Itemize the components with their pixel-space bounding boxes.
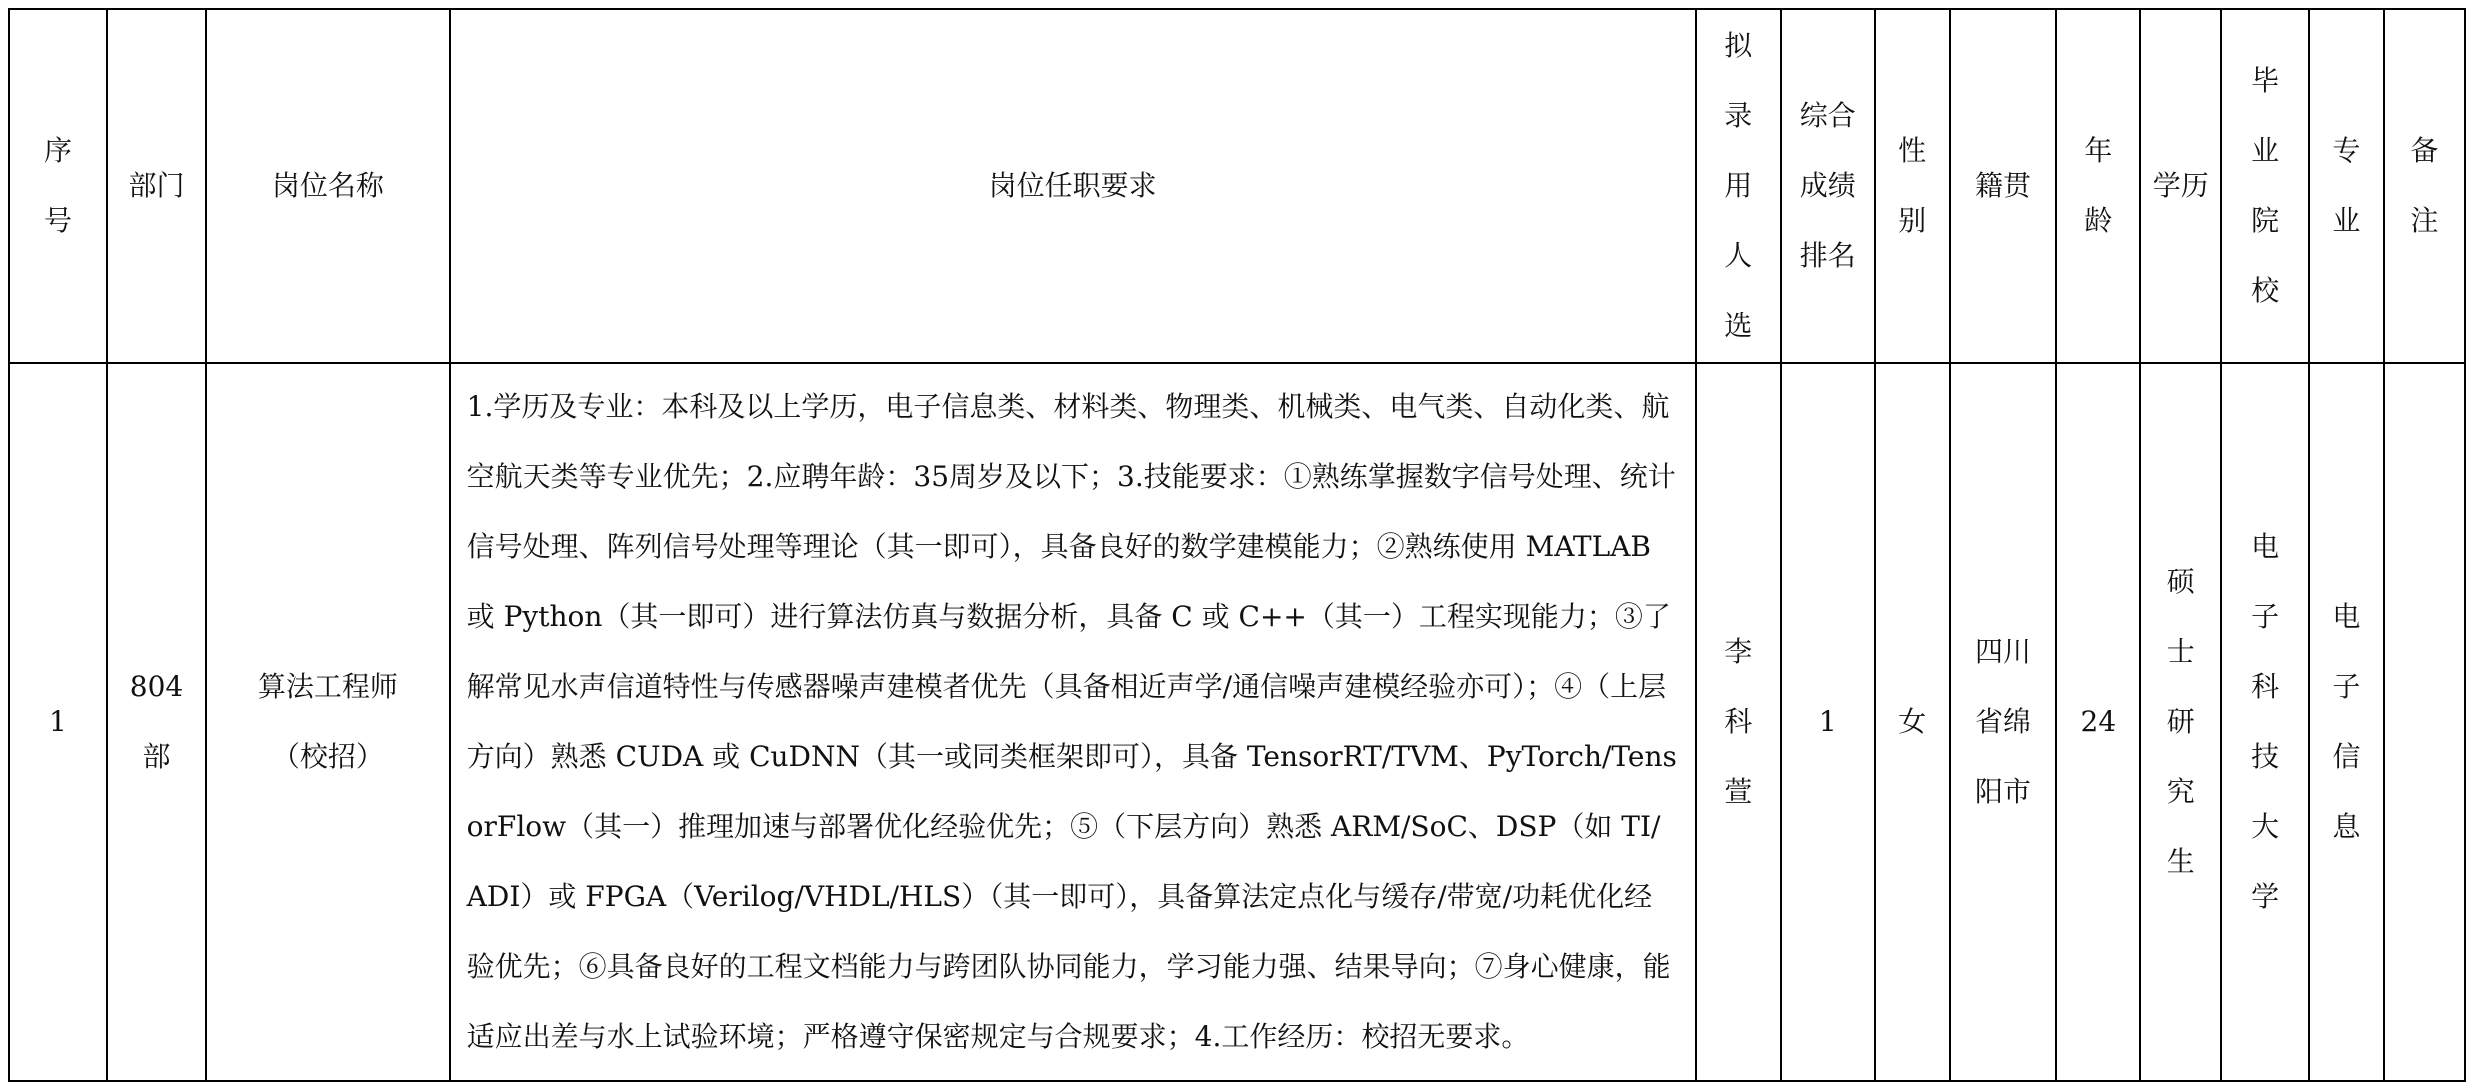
cell-requirements: 1.学历及专业：本科及以上学历，电子信息类、材料类、物理类、机械类、电气类、自动化类、航空航天类等专业优先；2.应聘年龄：35周岁及以下；3.技能要求：①熟练掌握数字信号处理、统计信号处理、阵列信号处理等理论（其一即可），具备良好的数学建模能力；②熟练使用 MATLAB 或 Python（其一即可）进行算法仿真与数据分析，具备 C 或 C++（其一）工程实现能力；③了解常见水声信道特性与传感器噪声建模者优先（具备相近声学/通信噪声建模经验亦可）；④（上层方向）熟悉 CUDA 或 CuDNN（其一或同类框架即可），具备 TensorRT/TVM、PyTorch/TensorFlow（其一）推理加速与部署优化经验优先；⑤（下层方向）熟悉 ARM/SoC、DSP（如 TI/ADI）或 FPGA（Verilog/VHDL/HLS）（其一即可），具备算法定点化与缓存/带宽/功耗优化经验优先；⑥具备良好的工程文档能力与跨团队协同能力，学习能力强、结果导向；⑦身心健康，能适应出差与水上试验环境；严格遵守保密规定与合规要求；4.工作经历：校招无要求。 bbox=[450, 363, 1696, 1081]
cell-age: 24 bbox=[2056, 363, 2140, 1081]
header-major: 专业 bbox=[2309, 9, 2384, 363]
header-requirements: 岗位任职要求 bbox=[450, 9, 1696, 363]
cell-post: 算法工程师（校招） bbox=[206, 363, 450, 1081]
cell-candidate: 李科萱 bbox=[1696, 363, 1781, 1081]
header-gender: 性别 bbox=[1875, 9, 1950, 363]
cell-rank: 1 bbox=[1781, 363, 1875, 1081]
header-dept: 部门 bbox=[107, 9, 206, 363]
cell-edu: 硕士研究生 bbox=[2140, 363, 2221, 1081]
cell-major: 电子信息 bbox=[2309, 363, 2384, 1081]
header-note: 备注 bbox=[2384, 9, 2465, 363]
header-edu: 学历 bbox=[2140, 9, 2221, 363]
header-school: 毕业院校 bbox=[2221, 9, 2309, 363]
recruitment-table bbox=[8, 8, 2466, 1082]
cell-dept: 804部 bbox=[107, 363, 206, 1081]
cell-school: 电子科技大学 bbox=[2221, 363, 2309, 1081]
header-seq: 序号 bbox=[9, 9, 107, 363]
cell-origin: 四川省绵阳市 bbox=[1950, 363, 2057, 1081]
header-rank: 综合成绩排名 bbox=[1781, 9, 1875, 363]
cell-gender: 女 bbox=[1875, 363, 1950, 1081]
header-post: 岗位名称 bbox=[206, 9, 450, 363]
table-row bbox=[9, 363, 2465, 1081]
header-origin: 籍贯 bbox=[1950, 9, 2057, 363]
header-row bbox=[9, 9, 2465, 363]
header-candidate: 拟录用人选 bbox=[1696, 9, 1781, 363]
header-age: 年龄 bbox=[2056, 9, 2140, 363]
cell-seq: 1 bbox=[9, 363, 107, 1081]
cell-note bbox=[2384, 363, 2465, 1081]
